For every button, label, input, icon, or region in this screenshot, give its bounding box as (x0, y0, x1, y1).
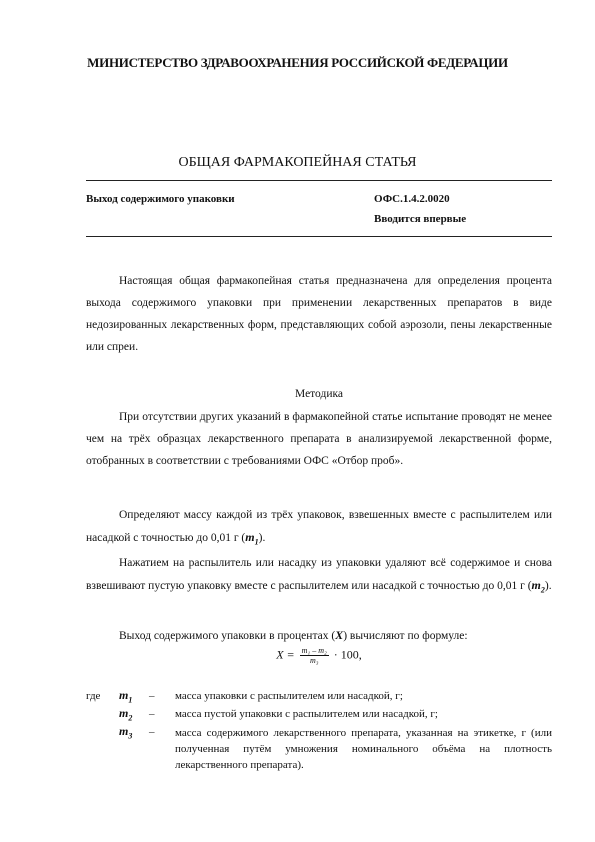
formula-rhs: · 100, (333, 647, 362, 662)
def-1-symbol: $m_1$ (119, 688, 133, 705)
m2-symbol: $m_2$ (531, 578, 545, 595)
ministry-heading: МИНИСТЕРСТВО ЗДРАВООХРАНЕНИЯ РОССИЙСКОЙ ФЕДЕРАЦИИ (87, 55, 508, 70)
p4-end: ) вычисляют по формуле: (343, 630, 468, 642)
m1-symbol: $m_1$ (245, 530, 259, 547)
formula-fraction (300, 646, 329, 665)
def-2-text: масса пустой упаковки с распылителем или насадкой, г; (175, 708, 438, 720)
def-3-text: масса содержимого лекарственного препарата, указанная на этикетке, г (или полученная путём умножения номинального объёма на плотность лекарственного препарата). (175, 727, 552, 771)
p2-text: Определяют массу каждой из трёх упаковок, взвешенных вместе с распылителем или насадкой с точностью до 0,01 г ( (86, 509, 552, 544)
article-status: Вводится впервые (374, 213, 467, 225)
method-heading: Методика (295, 388, 343, 400)
formula-lhs: X = (276, 647, 295, 662)
article-code: ОФС.1.4.2.0020 (374, 193, 450, 205)
p3-text: Нажатием на распылитель или насадку из упаковки удаляют всё содержимое и снова взвешивают пустую упаковку вместе с распылителем или насадкой с точностью до 0,01 г ( (86, 557, 552, 592)
def-1-text: масса упаковки с распылителем или насадкой, г; (175, 690, 403, 702)
p2-end: ). (258, 532, 266, 544)
header-top-rule (86, 180, 552, 181)
method-paragraph-3 (86, 552, 552, 601)
header-bottom-rule (86, 236, 552, 237)
intro-paragraph: Настоящая общая фармакопейная статья предназначена для определения процента выхода содержимого упаковки при применении лекарственных препаратов в виде недозированных лекарственных форм, представляющих собой аэрозоли, пены лекарственные или спреи. (86, 275, 552, 353)
formula-denominator: m₃ (309, 656, 319, 665)
formula (86, 646, 552, 665)
article-name: Выход содержимого упаковки (86, 193, 235, 205)
where-label: где (86, 690, 101, 702)
def-3-symbol: $m_3$ (119, 724, 133, 741)
method-paragraph-4 (86, 624, 552, 647)
x-symbol: X (335, 628, 344, 642)
formula-numerator: m₁ – m₂ (301, 646, 327, 655)
p3-end: ). (544, 580, 552, 592)
def-2-dash: – (149, 708, 155, 720)
def-1-dash: – (149, 690, 155, 702)
document-title: ОБЩАЯ ФАРМАКОПЕЙНАЯ СТАТЬЯ (178, 155, 417, 170)
p4-text: Выход содержимого упаковки в процентах ( (119, 630, 336, 642)
method-paragraph-2 (86, 504, 552, 553)
def-3-dash: – (149, 726, 155, 738)
def-2-symbol: $m_2$ (119, 706, 133, 723)
method-paragraph-1: При отсутствии других указаний в фармакопейной статье испытание проводят не менее чем на трёх образцах лекарственного препарата в анализируемой лекарственной форме, отобранных в соответствии с требованиями ОФС «Отбор проб». (86, 411, 552, 467)
